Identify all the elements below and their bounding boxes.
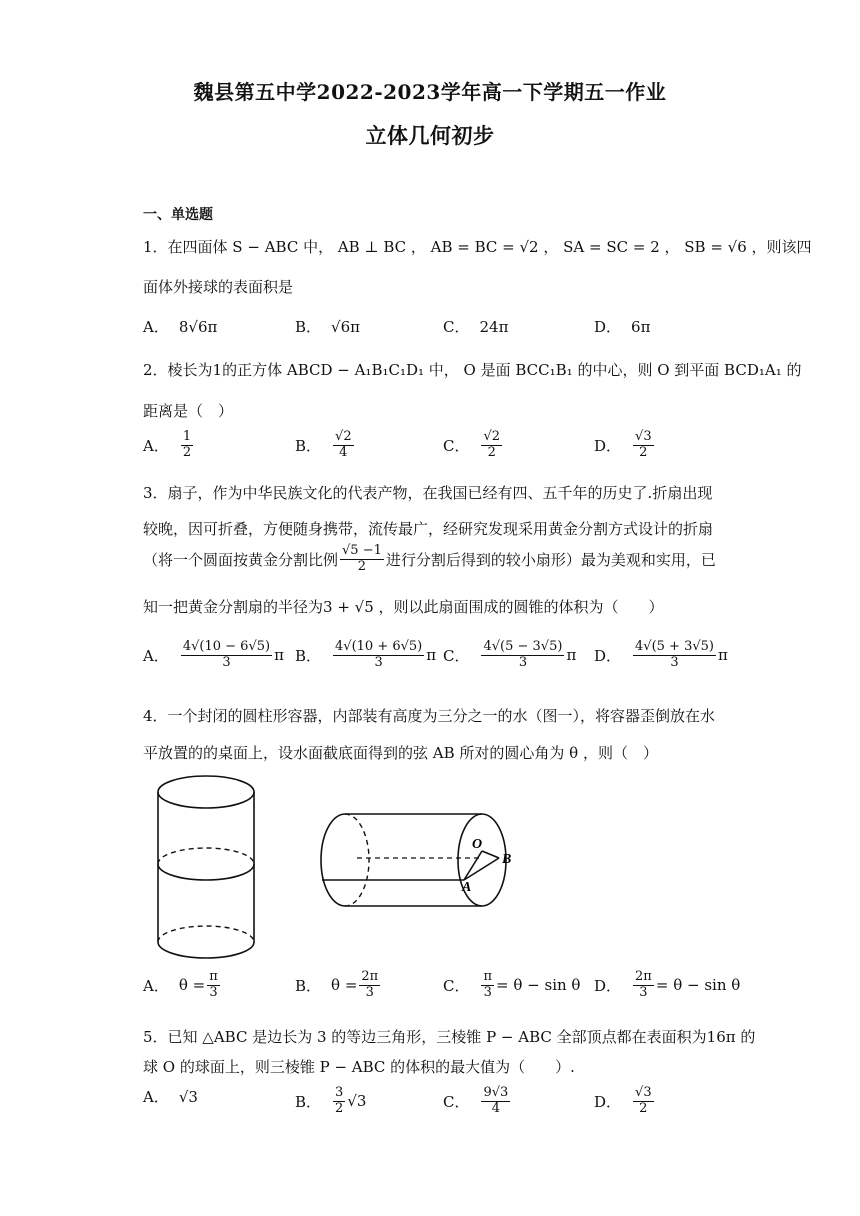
- q5-option-a[interactable]: A． √3: [143, 1087, 198, 1106]
- q2-option-b[interactable]: B． $\frac{√2}{4}$: [295, 429, 352, 460]
- cylinder-top-ellipse: [158, 776, 254, 808]
- q5-option-b[interactable]: B． $\frac{3}{2}$ √3: [295, 1085, 367, 1116]
- figure-tipped-cylinder: [312, 806, 522, 914]
- q2-options: [143, 430, 723, 470]
- bottom-front: [158, 942, 254, 958]
- page-subtitle: 立体几何初步: [365, 123, 495, 148]
- q1-line2: 面体外接球的表面积是: [143, 278, 294, 296]
- q4-option-d[interactable]: D． $\frac{2\pi}{3}$ = θ − sin θ: [594, 969, 741, 1000]
- bottom-back-dashed: [158, 926, 254, 942]
- q2-line2: 距离是（ ）: [143, 402, 234, 420]
- q3-option-a[interactable]: A． $\frac{4√(10 - 6√5)}{3}$ π: [143, 639, 284, 670]
- q5-options: [143, 1086, 723, 1126]
- q5-line2: 球 O 的球面上，则三棱锥 P − ABC 的体积的最大值为（ ）.: [143, 1058, 575, 1076]
- q3-option-c[interactable]: C． $\frac{4√(5 - 3√5)}{3}$ π: [443, 639, 577, 670]
- q3-option-d[interactable]: D． $\frac{4√(5 + 3√5)}{3}$ π: [594, 639, 728, 670]
- figure-upright-cylinder: [150, 772, 262, 964]
- label-B: B: [502, 852, 512, 867]
- radius-OA: [464, 851, 482, 880]
- chord-AB: [464, 858, 499, 880]
- q3-line3: （将一个圆面按黄金分割比例 $\frac{√5 -1}{2}$ 进行分割后得到的较小扇形）最为美观和实用，已: [143, 543, 716, 574]
- water-level-back-dashed: [158, 848, 254, 864]
- q4-options: [143, 969, 741, 1010]
- q5-line1: 5．已知 △ABC 是边长为 3 的等边三角形，三棱锥 P − ABC 全部顶点都在表面积为16π 的: [143, 1028, 756, 1046]
- q4-line1: 4．一个封闭的圆柱形容器，内部装有高度为三分之一的水（图一），将容器歪倒放在水: [143, 707, 716, 725]
- q4-option-a[interactable]: A． θ = $\frac{\pi}{3}$: [143, 969, 218, 1000]
- q3-line4: 知一把黄金分割扇的半径为3 + √5 ，则以此扇面围成的圆锥的体积为（ ）: [143, 598, 664, 616]
- q3-option-b[interactable]: B． $\frac{4√(10 + 6√5)}{3}$ π: [295, 639, 437, 670]
- q3-line1: 3．扇子，作为中华民族文化的代表产物，在我国已经有四、五千年的历史了.折扇出现: [143, 484, 713, 502]
- section-heading: 一、单选题: [143, 207, 213, 223]
- q2-line1: 2．棱长为1的正方体 ABCD − A₁B₁C₁D₁ 中， O 是面 BCC₁B₁ 的中心，则 O 到平面 BCD₁A₁ 的: [143, 361, 802, 379]
- q1-option-a[interactable]: A． 8√6π: [143, 317, 218, 336]
- q1-line1: 1．在四面体 S − ABC 中， AB ⊥ BC ， AB = BC = √2 ， SA = SC = 2 ， SB = √6 ，则该四: [143, 238, 812, 256]
- q1-option-b[interactable]: B． √6π: [295, 317, 360, 336]
- label-O: O: [472, 837, 483, 852]
- q4-option-c[interactable]: C． $\frac{\pi}{3}$ = θ − sin θ: [443, 969, 581, 1000]
- q2-option-a[interactable]: A． $\frac{1}{2}$: [143, 429, 192, 460]
- q4-line2: 平放置的的桌面上，设水面截底面得到的弦 AB 所对的圆心角为 θ ，则（ ）: [143, 744, 658, 762]
- q4-option-b[interactable]: B． θ = $\frac{2\pi}{3}$: [295, 969, 379, 1000]
- q3-options: [143, 639, 728, 680]
- page-title: 魏县第五中学2022-2023学年高一下学期五一作业: [193, 80, 667, 104]
- water-level-front: [158, 864, 254, 880]
- q1-option-c[interactable]: C． 24π: [443, 317, 509, 336]
- q5-option-d[interactable]: D． $\frac{√3}{2}$: [594, 1085, 652, 1116]
- label-A: A: [462, 880, 472, 895]
- radius-OB: [482, 851, 499, 858]
- q2-option-d[interactable]: D． $\frac{√3}{2}$: [594, 429, 652, 460]
- q1-options: [143, 316, 723, 356]
- q1-option-d[interactable]: D． 6π: [594, 317, 651, 336]
- q2-option-c[interactable]: C． $\frac{√2}{2}$: [443, 429, 501, 460]
- left-end-front: [321, 814, 345, 906]
- q5-option-c[interactable]: C． $\frac{9√3}{4}$: [443, 1085, 509, 1116]
- left-end-back-dashed: [345, 814, 369, 906]
- q3-line2: 较晚，因可折叠，方便随身携带，流传最广，经研究发现采用黄金分割方式设计的折扇: [143, 520, 714, 538]
